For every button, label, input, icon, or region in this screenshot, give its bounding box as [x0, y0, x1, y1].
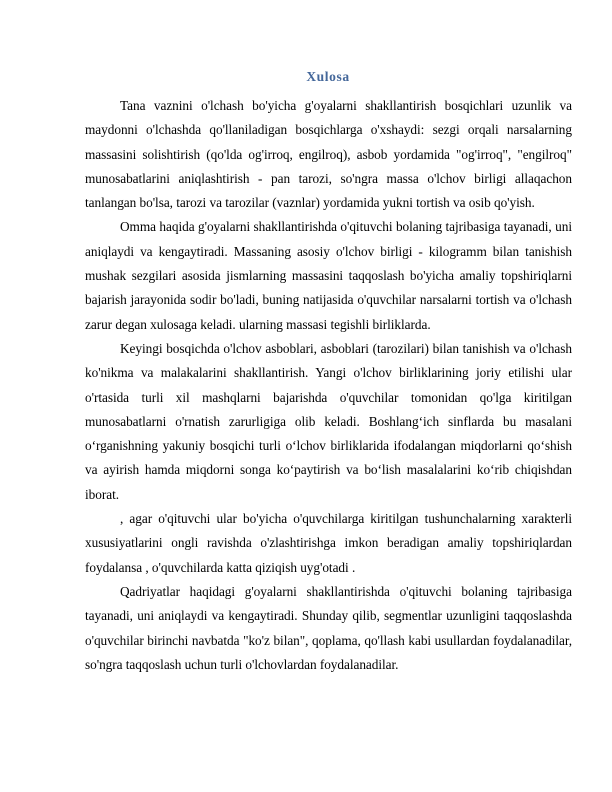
paragraph: Tana vaznini o'lchash bo'yicha g'oyalarni shakllantirish bosqichlari uzunlik va maydonni o'lchashda qo'llaniladigan bosqichlarga o'xshaydi: sezgi orqali narsalarning massasini solishtirish (qo'lda og'irroq, engilroq), asbob yordamida "og'irroq", "engilroq" munosabatlarini aniqlashtirish - pan tarozi, so'ngra massa o'lchov birligi allaqachon tanlangan bo'lsa, tarozi va tarozilar (vaznlar) yordamida yukni tortish va osib qo'yish.	[85, 98, 572, 211]
paragraph: Keyingi bosqichda o'lchov asboblari, asboblari (tarozilari) bilan tanishish va o'lchash ko'nikma va malakalarini shakllantirish. Yangi o'lchov birliklarining joriy etilishi ular o'rtasida turli xil mashqlarni bajarishda o'quvchilar tomonidan qo'lga kiritilgan munosabatlarni o'rnatish zarurligiga olib keladi. Boshlang‘ich sinflarda bu masalani o‘rganishning yakuniy bosqichi turli o‘lchov birliklarida ifodalangan miqdorlarni qo‘shish va ayirish hamda miqdorni songa ko‘paytirish va bo‘lish masalalarini ko‘rib chiqishdan iborat.	[85, 340, 572, 502]
paragraph: , agar o'qituvchi ular bo'yicha o'quvchilarga kiritilgan tushunchalarning xarakterli xususiyatlarini ongli ravishda o'zlashtirishga imkon beradigan amaliy topshiriqlardan foydalansa , o'quvchilarda katta qiziqish uyg'otadi .	[85, 511, 572, 575]
document-body	[85, 94, 572, 677]
paragraph: Omma haqida g'oyalarni shakllantirishda o'qituvchi bolaning tajribasiga tayanadi, uni aniqlaydi va kengaytiradi. Massaning asosiy o'lchov birligi - kilogramm bilan tanishish mushak sezgilari asosida jismlarning massasini taqqoslash bo'yicha amaliy topshiriqlarni bajarish jarayonida sodir bo'ladi, buning natijasida o'quvchilar narsalarni tortish va o'lchash zarur degan xulosaga keladi. ularning massasi tegishli birliklarda.	[85, 219, 572, 332]
page-title: Xulosa	[306, 69, 350, 84]
paragraph: Qadriyatlar haqidagi g'oyalarni shakllantirishda o'qituvchi bolaning tajribasiga tayanadi, uni aniqlaydi va kengaytiradi. Shunday qilib, segmentlar uzunligini taqqoslashda o'quvchilar birinchi navbatda "ko'z bilan", qoplama, qo'llash kabi usullardan foydalanadilar, so'ngra taqqoslash uchun turli o'lchovlardan foydalanadilar.	[85, 583, 572, 672]
